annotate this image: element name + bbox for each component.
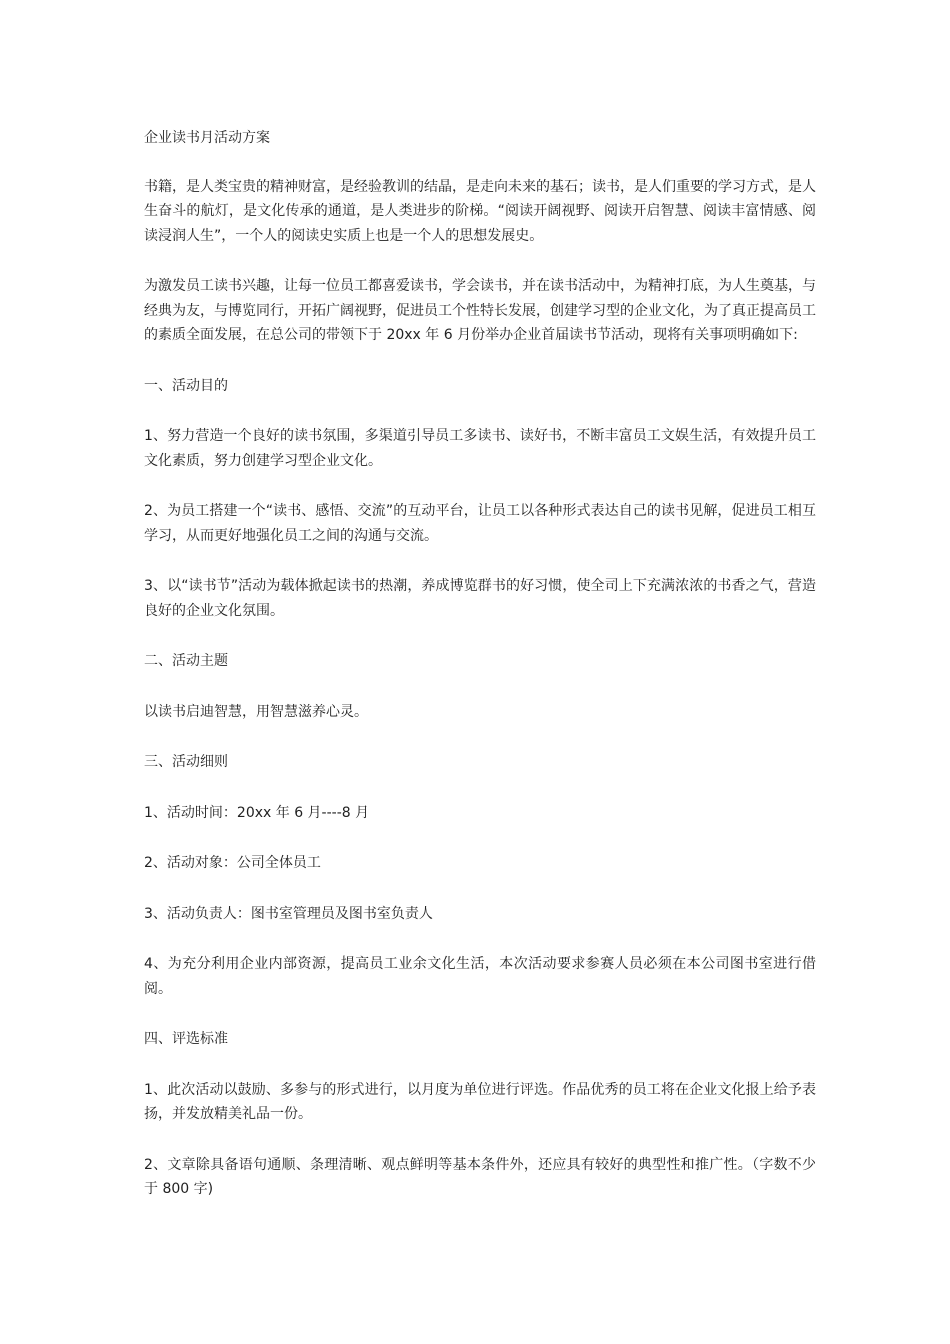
section-heading-criteria: 四、评选标准: [144, 1031, 228, 1047]
paragraph-intro: 书籍，是人类宝贵的精神财富，是经验教训的结晶，是走向未来的基石；读书，是人们重要的学习方式，是人生奋斗的航灯，是文化传承的通道，是人类进步的阶梯。“阅读开阔视野、阅读开启智慧、阅读丰富情感、阅读浸润人生”，一个人的阅读史实质上也是一个人的思想发展史。: [144, 178, 816, 244]
list-item-rule-3: 3、活动负责人：图书室管理员及图书室负责人: [144, 905, 433, 922]
list-item-rule-1: 1、活动时间：20xx 年 6 月----8 月: [144, 804, 370, 821]
list-item-rule-4: 4、为充分利用企业内部资源，提高员工业余文化生活，本次活动要求参赛人员必须在本公司图书室进行借阅。: [144, 956, 816, 997]
paragraph-purpose: 为激发员工读书兴趣，让每一位员工都喜爱读书，学会读书，并在读书活动中，为精神打底，为人生奠基，与经典为友，与博览同行，开拓广阔视野，促进员工个性特长发展，创建学习型的企业文化，为了真正提高员工的素质全面发展，在总公司的带领下于 20xx 年 6 月份举办企业首届读书节活动，现将有关事项明确如下:: [144, 278, 816, 343]
list-item-objective-1: 1、努力营造一个良好的读书氛围，多渠道引导员工多读书、读好书，不断丰富员工文娱生活，有效提升员工文化素质，努力创建学习型企业文化。: [144, 428, 816, 469]
section-heading-rules: 三、活动细则: [144, 754, 228, 770]
section-heading-objective: 一、活动目的: [144, 377, 228, 394]
list-item-rule-2: 2、活动对象：公司全体员工: [144, 855, 321, 871]
list-item-objective-2: 2、为员工搭建一个“读书、感悟、交流”的互动平台，让员工以各种形式表达自己的读书见解，促进员工相互学习，从而更好地强化员工之间的沟通与交流。: [144, 503, 816, 544]
document-body: [144, 126, 816, 1202]
document-title: 企业读书月活动方案: [144, 130, 270, 146]
section-heading-theme: 二、活动主题: [144, 653, 228, 669]
paragraph-theme: 以读书启迪智慧，用智慧滋养心灵。: [144, 703, 368, 720]
list-item-criteria-2: 2、文章除具备语句通顺、条理清晰、观点鲜明等基本条件外，还应具有较好的典型性和推广性。（字数不少于 800 字): [144, 1156, 816, 1197]
list-item-criteria-1: 1、此次活动以鼓励、多参与的形式进行，以月度为单位进行评选。作品优秀的员工将在企业文化报上给予表扬，并发放精美礼品一份。: [144, 1081, 816, 1122]
list-item-objective-3: 3、以“读书节”活动为载体掀起读书的热潮，养成博览群书的好习惯，使全司上下充满浓浓的书香之气，营造良好的企业文化氛围。: [144, 578, 816, 619]
